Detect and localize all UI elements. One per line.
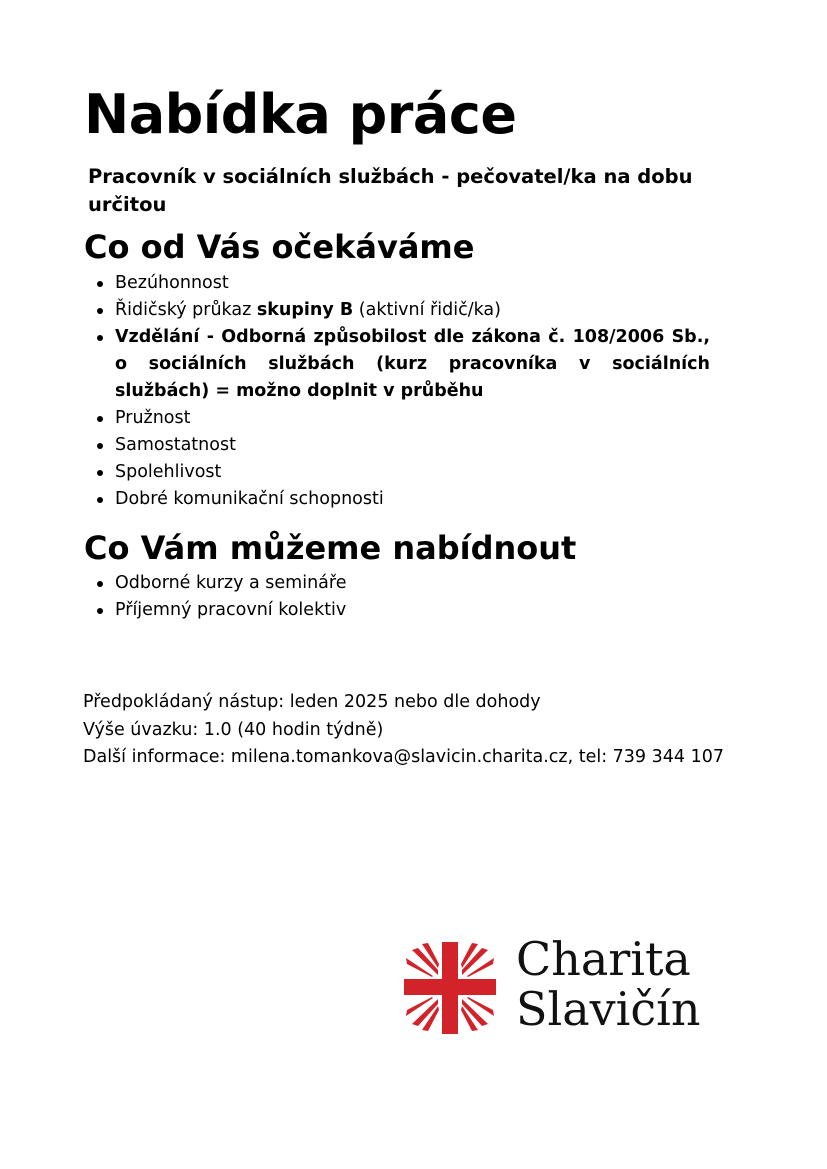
page-title: Nabídka práce (84, 83, 517, 146)
contact-text: Další informace: milena.tomankova@slavicin.charita.cz, tel: 739 344 107 (83, 747, 724, 767)
list-item: Vzdělání - Odborná způsobilost dle zákona č. 108/2006 Sb., o sociálních službách (kurz pracovníka v sociálních službách) = možno doplnit v průběhu (95, 324, 710, 405)
list-item: Řidičský průkaz skupiny B (aktivní řidič/ka) (95, 297, 710, 324)
job-info-block (83, 689, 724, 772)
logo-line-slavicin: Slavičín (516, 982, 701, 1036)
expectations-heading: Co od Vás očekáváme (84, 228, 475, 266)
list-item: Pružnost (95, 405, 710, 432)
list-item: Samostatnost (95, 432, 710, 459)
job-position-subtitle: Pracovník v sociálních službách - pečovatel/ka na dobu určitou (88, 165, 693, 216)
charita-logo (402, 932, 702, 1042)
expectations-list (95, 270, 710, 513)
list-item: Spolehlivost (95, 459, 710, 486)
list-item: Dobré komunikační schopnosti (95, 486, 710, 513)
workload-text: Výše úvazku: 1.0 (40 hodin týdně) (83, 719, 384, 740)
start-date-text: Předpokládaný nástup: leden 2025 nebo dle dohody (83, 692, 541, 712)
list-item: Příjemný pracovní kolektiv (95, 597, 710, 624)
license-group-emphasis: skupiny B (256, 300, 354, 320)
charita-cross-icon (402, 940, 498, 1036)
logo-line-charita: Charita (516, 932, 691, 986)
list-item: Bezúhonnost (95, 270, 710, 297)
list-item: Odborné kurzy a semináře (95, 570, 710, 597)
offer-heading: Co Vám můžeme nabídnout (84, 529, 577, 567)
logo-wordmark (516, 934, 700, 1034)
offer-list (95, 570, 710, 624)
